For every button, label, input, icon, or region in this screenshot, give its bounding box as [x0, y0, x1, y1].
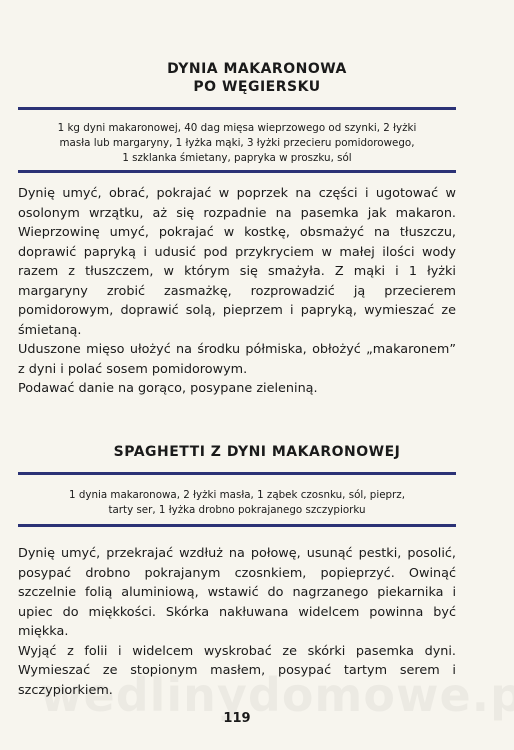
recipe2-top-rule [18, 472, 456, 475]
recipe2-bottom-rule [18, 524, 456, 527]
recipe1-paragraph: Dynię umyć, obrać, pokrajać w poprzek na części i ugotować w osolonym wrzątku, aż się rozpadnie na pasemka jak makaron. Wieprzowinę umyć, pokrajać w kostkę, obsmażyć na tłuszczu, doprawić papryką i udusić pod przykryciem w małej ilości wody razem z tłuszczem, w którym się smażyła. Z mąki i 1 łyżki margaryny zrobić zasmażkę, rozprowadzić ją przecierem pomidorowym, doprawić solą, pieprzem i papryką, wymieszać ze śmietaną. [18, 186, 456, 338]
ingredients-line: tarty ser, 1 łyżka drobno pokrajanego szczypiorku [108, 504, 366, 516]
recipe2-ingredients [18, 488, 456, 518]
page-number: 119 [223, 711, 251, 726]
recipe1-top-rule [18, 107, 456, 110]
recipe1-title-line1: DYNIA MAKARONOWA [167, 61, 347, 77]
recipe1-bottom-rule [18, 170, 456, 173]
recipe1-paragraph: Uduszone mięso ułożyć na środku półmiska, obłożyć „makaronem” z dyni i polać sosem pomidorowym. [18, 342, 456, 377]
recipe1-ingredients [18, 121, 456, 166]
recipe2-paragraph: Wyjąć z folii i widelcem wyskrobać ze skórki pasemka dyni. Wymieszać ze stopionym masłem, posypać tartym serem i szczypiorkiem. [18, 643, 456, 698]
ingredients-line: 1 dynia makaronowa, 2 łyżki masła, 1 ząbek czosnku, sól, pieprz, [69, 489, 405, 501]
ingredients-line: 1 kg dyni makaronowej, 40 dag mięsa wieprzowego od szynki, 2 łyżki [57, 122, 417, 134]
ingredients-line: 1 szklanka śmietany, papryka w proszku, sól [122, 152, 352, 164]
recipe1-paragraph: Podawać danie na gorąco, posypane zieleniną. [18, 381, 318, 396]
recipe2-title: SPAGHETTI Z DYNI MAKARONOWEJ [113, 444, 401, 460]
recipe1-title-line2: PO WĘGIERSKU [193, 79, 321, 95]
ingredients-line: masła lub margaryny, 1 łyżka mąki, 3 łyżki przecieru pomidorowego, [59, 137, 415, 149]
recipe1-instructions [18, 184, 456, 399]
recipe2-paragraph: Dynię umyć, przekrajać wzdłuż na połowę, usunąć pestki, posolić, posypać drobno pokrajanym czosnkiem, popieprzyć. Owinąć szczelnie folią aluminiową, wstawić do nagrzanego piekarnika i upiec do miękkości. Skórka nakłuwana widelcem powinna być miękka. [18, 546, 456, 639]
